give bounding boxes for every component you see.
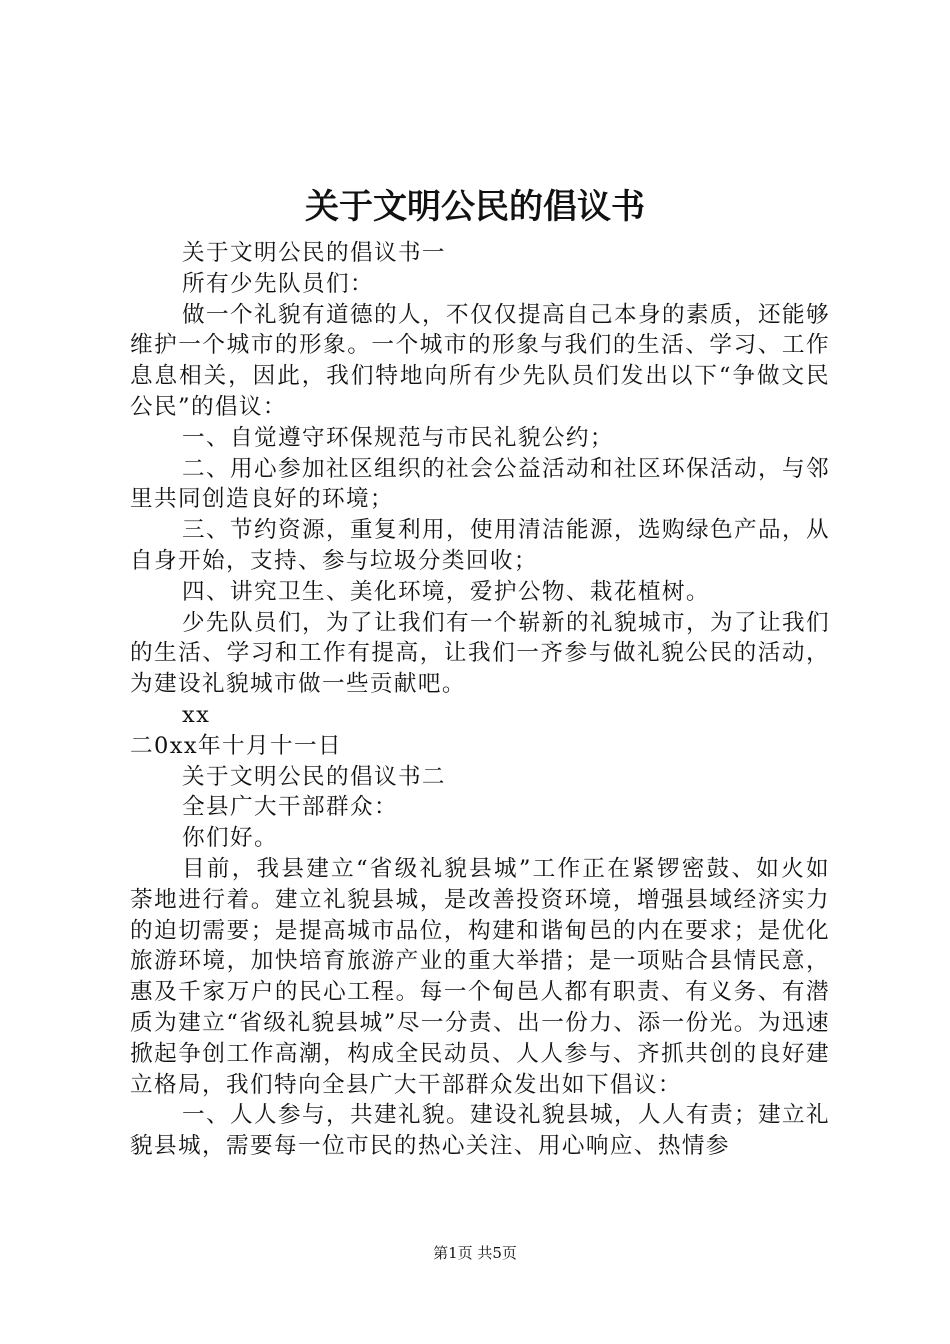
paragraph: 你们好。 bbox=[182, 825, 278, 852]
paragraph: 一、人人参与，共建礼貌。建设礼貌县城，人人有责；建立礼貌县城，需要每一位市民的热心关注、用心响应、热情参 bbox=[130, 1102, 830, 1160]
paragraph: 三、节约资源，重复利用，使用清洁能源，选购绿色产品，从自身开始，支持、参与垃圾分类回收； bbox=[130, 517, 830, 574]
signature-date: 二0xx年十月十一日 bbox=[130, 732, 343, 759]
paragraph: 二、用心参加社区组织的社会公益活动和社区环保活动，与邻里共同创造良好的环境； bbox=[130, 455, 830, 513]
document-body bbox=[130, 238, 830, 1162]
paragraph: 做一个礼貌有道德的人，不仅仅提高自己本身的素质，还能够维护一个城市的形象。一个城市的形象与我们的生活、学习、工作息息相关，因此，我们特地向所有少先队员们发出以下“争做文民公民”的倡议： bbox=[130, 301, 830, 420]
paragraph: 所有少先队员们： bbox=[182, 270, 374, 297]
paragraph: 目前，我县建立“省级礼貌县城”工作正在紧锣密鼓、如火如荼地进行着。建立礼貌县城，是改善投资环境，增强县域经济实力的迫切需要；是提高城市品位，构建和谐甸邑的内在要求；是优化旅游环境，加快培育旅游产业的重大举措；是一项贴合县情民意，惠及千家万户的民心工程。每一个甸邑人都有职责、有义务、有潜质为建立“省级礼貌县城”尽一分责、出一份力、添一份光。为迅速掀起争创工作高潮，构成全民动员、人人参与、齐抓共创的良好建立格局，我们特向全县广大干部群众发出如下倡议： bbox=[130, 855, 830, 1098]
paragraph: 少先队员们，为了让我们有一个崭新的礼貌城市，为了让我们的生活、学习和工作有提高，让我们一齐参与做礼貌公民的活动，为建设礼貌城市做一些贡献吧。 bbox=[130, 609, 830, 698]
paragraph: 一、自觉遵守环保规范与市民礼貌公约； bbox=[182, 424, 614, 451]
paragraph: 全县广大干部群众： bbox=[182, 794, 398, 821]
paragraph: 关于文明公民的倡议书二 bbox=[182, 763, 446, 790]
paragraph: 四、讲究卫生、美化环境，爱护公物、栽花植树。 bbox=[182, 578, 710, 605]
page-footer: 第1页 共5页 bbox=[433, 1244, 517, 1262]
document-title: 关于文明公民的倡议书 bbox=[305, 187, 645, 227]
paragraph: 关于文明公民的倡议书一 bbox=[182, 240, 446, 266]
signature-name: xx bbox=[182, 701, 211, 728]
